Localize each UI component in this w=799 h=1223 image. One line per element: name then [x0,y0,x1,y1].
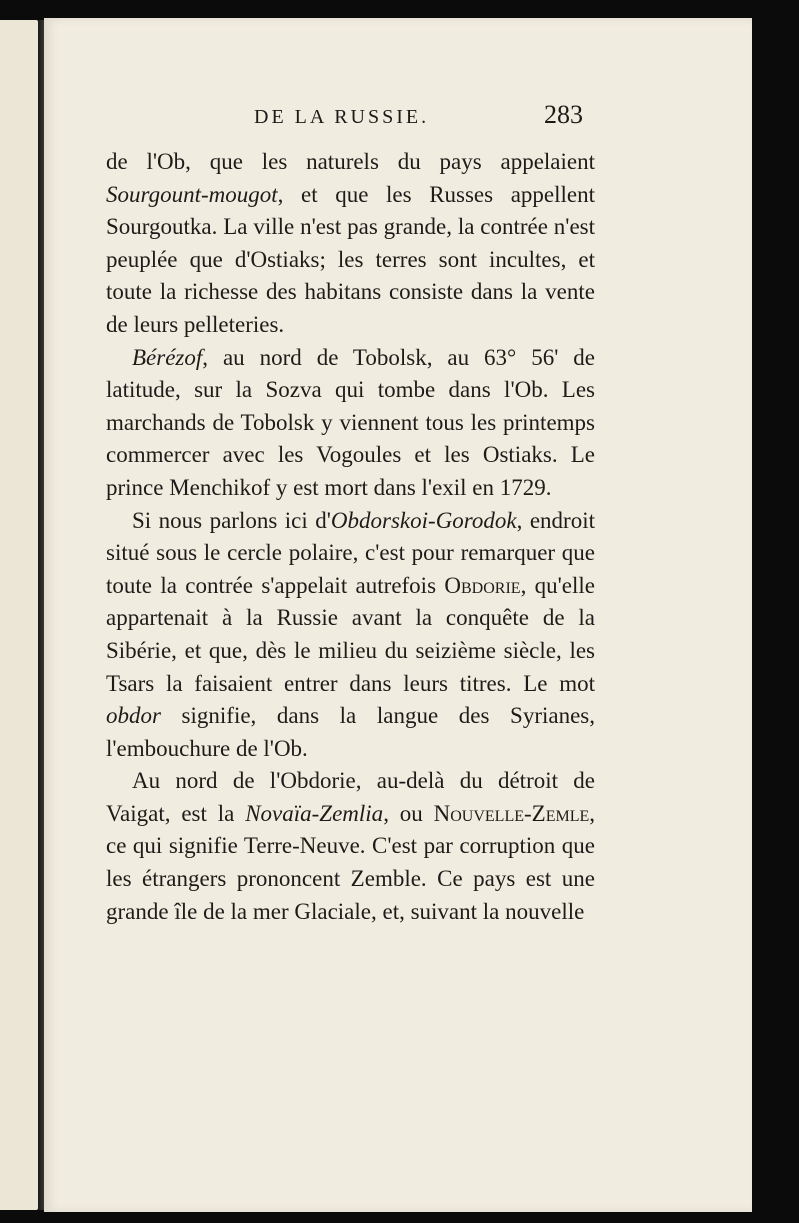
text-run-smallcaps: Obdorie [444,572,521,598]
text-run-italic: obdor [106,703,161,729]
text-run: , qu'elle appartenait à la Russie avant la conquête de la Sibérie, et que, dès le milieu du seizième siècle, les Tsars la faisaient entrer dans leurs titres. Le mot [106,572,596,696]
book-page [44,18,752,1212]
text-run: , et que les Russes appellent Sourgoutka. La ville n'est pas grande, la contrée n'est peuplée que d'Ostiaks; les terres sont incultes, et toute la richesse des habitans consiste dans la vente de leurs pelleteries. [106,181,595,337]
paragraph [106,146,595,342]
text-run: , endroit situé sous le cercle polaire, c'est pour remarquer que toute la contrée s'appelait autrefois [106,507,595,598]
body-text [106,146,595,928]
paragraph [106,765,595,928]
page-number: 283 [544,100,583,129]
text-run: de l'Ob, que les naturels du pays appelaient [106,149,595,174]
text-run: signifie, dans la langue des Syrianes, l'embouchure de l'Ob. [106,703,595,761]
text-run: , au nord de Tobolsk, au 63° 56' de latitude, sur la Sozva qui tombe dans l'Ob. Les marchands de Tobolsk y viennent tous les printemps commercer avec les Vogoules et les Ostiaks. Le prince Menchikof y est mort dans l'exil en 1729. [106,344,595,500]
paragraph [106,342,595,505]
text-run: , ou [383,800,434,826]
previous-page-edge [0,20,38,1210]
text-run: Si nous parlons ici d' [132,507,331,533]
text-run-italic: Novaïa-Zemlia [245,800,384,826]
text-run-italic: Sourgount-mougot [106,181,278,207]
text-run-italic: Bérézof [132,344,203,370]
text-run: Au nord de l'Obdorie, au-delà du détroit de Vaigat, est la [106,768,595,826]
text-run-italic: Obdorskoi-Gorodok [330,507,517,533]
running-head-title: DE LA RUSSIE. [254,106,430,128]
text-run: , ce qui signifie Terre-Neuve. C'est par corruption que les étrangers prononcent Zemble. Ce pays est une grande île de la mer Glaciale, et, suivant la nouvelle [106,800,595,924]
running-head [44,100,752,136]
text-run-smallcaps: Nouvelle-Zemle [433,800,590,826]
paragraph [106,505,595,766]
